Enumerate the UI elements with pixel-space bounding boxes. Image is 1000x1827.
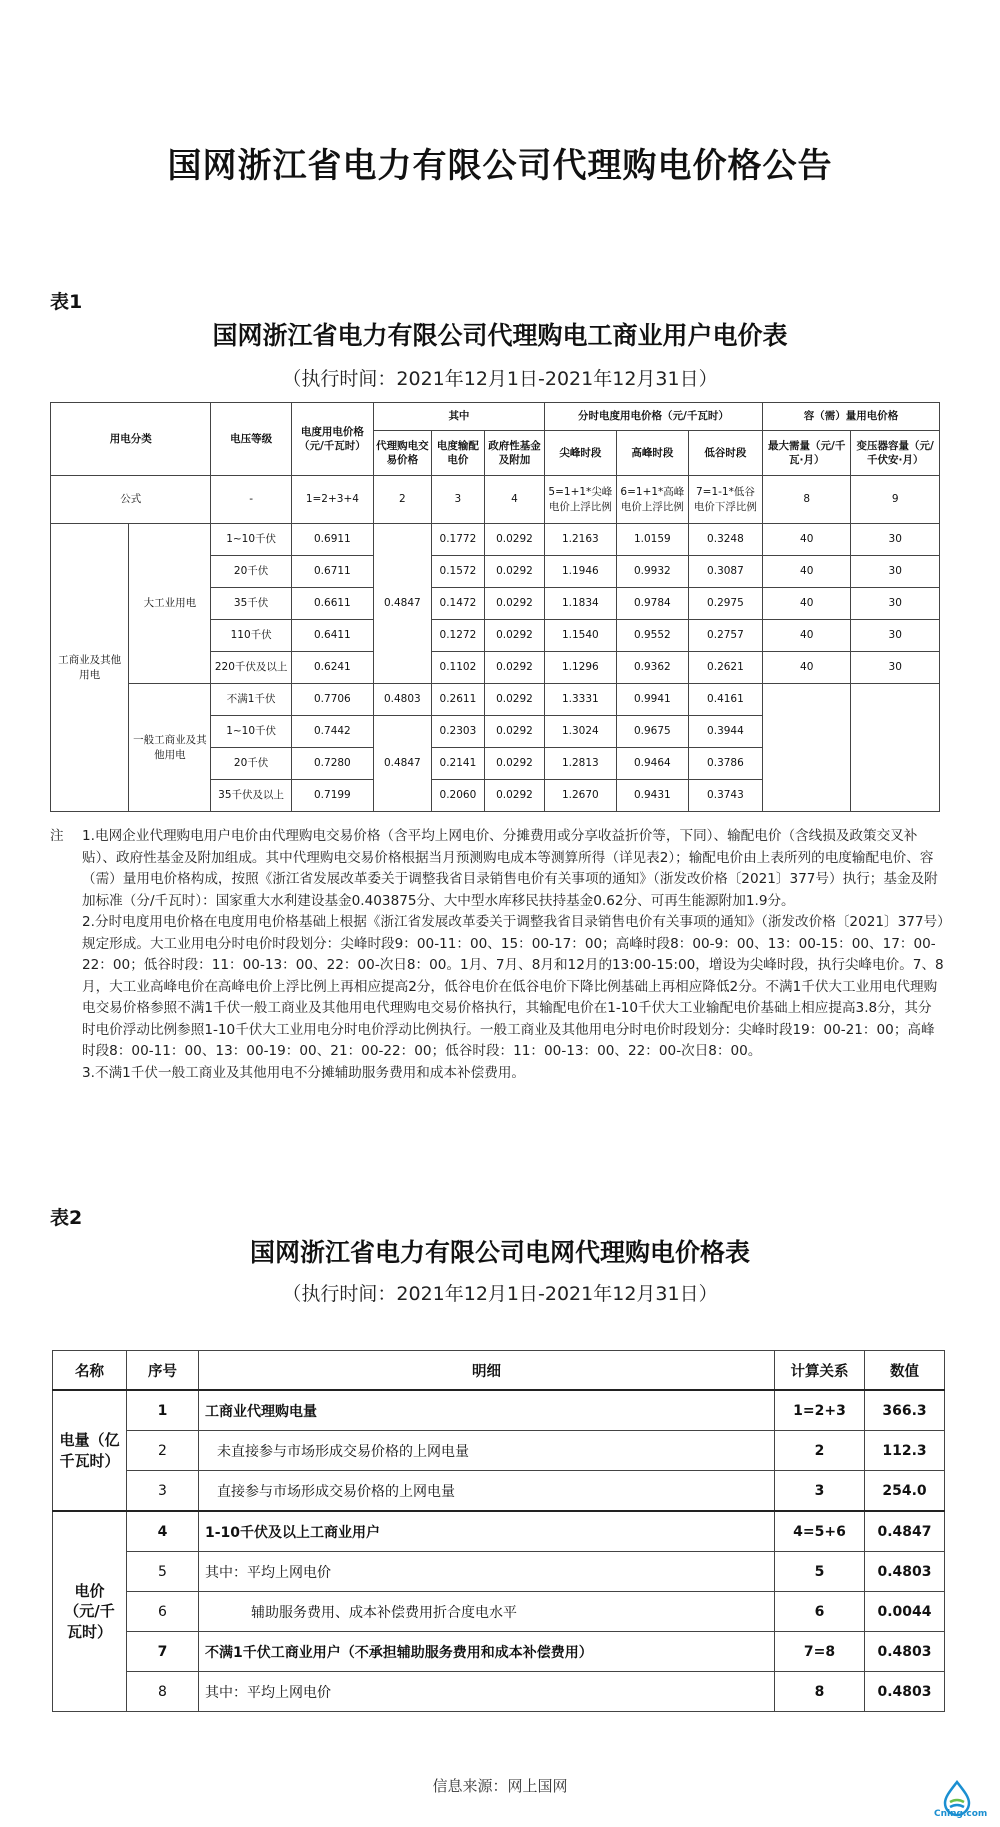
value-cell: 0.4803 [865,1632,945,1672]
valley-cell: 0.2757 [688,620,762,652]
detail-cell: 直接参与市场形成交易价格的上网电量 [199,1471,775,1512]
tdp-cell: 0.1272 [431,620,485,652]
seq-cell: 5 [127,1552,199,1592]
calc-cell: 4=5+6 [775,1511,865,1552]
valley-cell: 0.2975 [688,588,762,620]
transformer-cell: 30 [851,588,940,620]
valley-cell: 0.4161 [688,684,762,716]
kwh-cell: 0.6911 [291,524,373,556]
tdp-cell: 0.1472 [431,588,485,620]
value-cell: 366.3 [865,1390,945,1431]
table-row [53,1390,945,1431]
sharp-cell: 1.3024 [544,716,616,748]
seq-cell: 7 [127,1632,199,1672]
large-industry-label: 大工业用电 [129,524,211,684]
table1-period: （执行时间：2021年12月1日-2021年12月31日） [282,368,718,390]
th-detail: 明细 [199,1351,775,1391]
calc-cell: 3 [775,1471,865,1512]
calc-cell: 1=2+3 [775,1390,865,1431]
demand-cell: 40 [762,524,850,556]
th-peak: 高峰时段 [616,431,688,476]
calc-cell: 8 [775,1672,865,1712]
page-title: 国网浙江省电力有限公司代理购电价格公告 [167,146,833,186]
seq-cell: 3 [127,1471,199,1512]
peak-cell: 0.9431 [616,780,688,812]
kwh-cell: 0.6711 [291,556,373,588]
th-kwh-price: 电度用电价格（元/千瓦时） [291,403,373,476]
th-max-demand: 最大需量（元/千瓦·月） [762,431,850,476]
kwh-cell: 0.7199 [291,780,373,812]
sharp-cell: 1.1946 [544,556,616,588]
table1-header-row-1 [51,403,940,431]
voltage-cell: 1~10千伏 [211,716,291,748]
general-commercial-label: 一般工商业及其他用电 [129,684,211,812]
fund-cell: 0.0292 [485,716,545,748]
voltage-cell: 20千伏 [211,748,291,780]
transformer-cell: 30 [851,524,940,556]
detail-cell: 1-10千伏及以上工商业用户 [199,1511,775,1552]
valley-cell: 0.3743 [688,780,762,812]
th-tdp: 电度输配电价 [431,431,485,476]
calc-cell: 7=8 [775,1632,865,1672]
group-price: 电价（元/千瓦时） [53,1511,127,1712]
peak-cell: 0.9464 [616,748,688,780]
fund-cell: 0.0292 [485,652,545,684]
fund-cell: 0.0292 [485,588,545,620]
sharp-cell: 1.2813 [544,748,616,780]
th-name: 名称 [53,1351,127,1391]
th-peak-sharp: 尖峰时段 [544,431,616,476]
transformer-empty-cell [851,684,940,812]
lng-drop-logo [928,1780,986,1820]
formula-sharp: 5=1+1*尖峰电价上浮比例 [544,476,616,524]
note-1: 1.电网企业代理购电用户电价由代理购电交易价格（含平均上网电价、分摊费用或分享收益折价等，下同）、输配电价（含线损及政策交叉补贴）、政府性基金及附加组成。其中代理购电交易价格根据当月预测购电成本等测算所得（详见表2）；输配电价由上表所列的电度输配电价、容（需）量用电价格构成，按照《浙江省发展改革委关于调整我省目录销售电价有关事项的通知》（浙发改价格〔2021〕377号）执行；基金及附加标准（分/千瓦时）：国家重大水利建设基金0.403875分、大中型水库移民扶持基金0.62分、可再生能源附加1.9分。 [82,828,938,909]
formula-kwh: 1=2+3+4 [291,476,373,524]
formula-demand: 8 [762,476,850,524]
table-row [53,1511,945,1552]
proxy-cell: 0.4847 [374,716,432,812]
value-cell: 254.0 [865,1471,945,1512]
table1-title: 国网浙江省电力有限公司代理购电工商业用户电价表 [212,321,788,350]
fund-cell: 0.0292 [485,748,545,780]
tdp-cell: 0.2060 [431,780,485,812]
table-row [53,1471,945,1512]
value-cell: 0.4803 [865,1672,945,1712]
table2-title: 国网浙江省电力有限公司电网代理购电价格表 [249,1238,750,1267]
table1 [50,402,940,812]
voltage-cell: 1~10千伏 [211,524,291,556]
kwh-cell: 0.7280 [291,748,373,780]
calc-cell: 5 [775,1552,865,1592]
seq-cell: 6 [127,1592,199,1632]
formula-transformer: 9 [851,476,940,524]
peak-cell: 0.9675 [616,716,688,748]
formula-voltage: - [211,476,291,524]
detail-cell: 其中：平均上网电价 [199,1672,775,1712]
formula-peak: 6=1+1*高峰电价上浮比例 [616,476,688,524]
demand-cell: 40 [762,556,850,588]
voltage-cell: 不满1千伏 [211,684,291,716]
valley-cell: 0.3248 [688,524,762,556]
tdp-cell: 0.2141 [431,748,485,780]
th-transformer: 变压器容量（元/千伏安·月） [851,431,940,476]
kwh-cell: 0.6411 [291,620,373,652]
transformer-cell: 30 [851,620,940,652]
notes [50,826,945,1084]
sharp-cell: 1.2670 [544,780,616,812]
table2-label: 表2 [50,1207,83,1229]
table-row [53,1672,945,1712]
demand-cell: 40 [762,620,850,652]
transformer-cell: 30 [851,556,940,588]
notes-prefix: 注 [50,828,64,844]
th-capacity: 容（需）量用电价格 [762,403,939,431]
seq-cell: 1 [127,1390,199,1431]
peak-cell: 0.9362 [616,652,688,684]
th-value: 数值 [865,1351,945,1391]
formula-valley: 7=1-1*低谷电价下浮比例 [688,476,762,524]
tdp-cell: 0.2303 [431,716,485,748]
value-cell: 112.3 [865,1431,945,1471]
detail-cell: 不满1千伏工商业用户（不承担辅助服务费用和成本补偿费用） [199,1632,775,1672]
kwh-cell: 0.6611 [291,588,373,620]
valley-cell: 0.3786 [688,748,762,780]
calc-cell: 2 [775,1431,865,1471]
tdp-cell: 0.2611 [431,684,485,716]
calc-cell: 6 [775,1592,865,1632]
sharp-cell: 1.1834 [544,588,616,620]
formula-fund: 4 [485,476,545,524]
th-tou: 分时电度用电价格（元/千瓦时） [544,403,762,431]
group-label: 工商业及其他用电 [51,524,129,812]
detail-cell: 辅助服务费用、成本补偿费用折合度电水平 [199,1592,775,1632]
th-category: 用电分类 [51,403,211,476]
fund-cell: 0.0292 [485,780,545,812]
value-cell: 0.4847 [865,1511,945,1552]
value-cell: 0.4803 [865,1552,945,1592]
valley-cell: 0.3944 [688,716,762,748]
th-voltage: 电压等级 [211,403,291,476]
proxy-cell: 0.4847 [374,524,432,684]
fund-cell: 0.0292 [485,684,545,716]
formula-proxy: 2 [374,476,432,524]
detail-cell: 其中：平均上网电价 [199,1552,775,1592]
peak-cell: 0.9784 [616,588,688,620]
table-row [53,1592,945,1632]
detail-cell: 未直接参与市场形成交易价格的上网电量 [199,1431,775,1471]
th-calc: 计算关系 [775,1351,865,1391]
formula-row [51,476,940,524]
value-cell: 0.0044 [865,1592,945,1632]
tdp-cell: 0.1572 [431,556,485,588]
peak-cell: 0.9941 [616,684,688,716]
table-row [51,684,940,716]
formula-label: 公式 [51,476,211,524]
peak-cell: 0.9552 [616,620,688,652]
note-3: 3.不满1千伏一般工商业及其他用电不分摊辅助服务费用和成本补偿费用。 [82,1064,526,1081]
demand-cell: 40 [762,588,850,620]
th-of-which: 其中 [374,403,545,431]
table2 [52,1350,945,1712]
sharp-cell: 1.3331 [544,684,616,716]
table-row [53,1632,945,1672]
demand-empty-cell [762,684,850,812]
table1-label: 表1 [50,291,83,313]
voltage-cell: 110千伏 [211,620,291,652]
tdp-cell: 0.1102 [431,652,485,684]
th-valley: 低谷时段 [688,431,762,476]
proxy-cell: 0.4803 [374,684,432,716]
seq-cell: 8 [127,1672,199,1712]
th-seq: 序号 [127,1351,199,1391]
table-row [53,1431,945,1471]
kwh-cell: 0.7706 [291,684,373,716]
table-row [51,524,940,556]
sharp-cell: 1.2163 [544,524,616,556]
fund-cell: 0.0292 [485,556,545,588]
note-2: 2.分时电度用电价格在电度用电价格基础上根据《浙江省发展改革委关于调整我省目录销售电价有关事项的通知》（浙发改价格〔2021〕377号）规定形成。大工业用电分时电价时段划分：尖峰时段9：00-11：00、15：00-17：00；高峰时段8：00-9：00、13：00-15：00、17：00-22：00；低谷时段：11：00-13：00、22：00-次日8：00。1月、7月、8月和12月的13:00-15:00，增设为尖峰时段，执行尖峰电价。7、8月，大工业高峰电价在高峰电价上浮比例上再相应提高2分，低谷电价在低谷电价下降比例基础上再相应降低2分。不满1千伏大工业用电代理购电交易价格参照不满1千伏一般工商业及其他用电代理购电交易价格执行，其输配电价在1-10千伏大工业输配电价基础上相应提高3.8分，其分时电价浮动比例参照1-10千伏大工业用电分时电价浮动比例执行。一般工商业及其他用电分时电价时段划分：尖峰时段19：00-21：00；高峰时段8：00-11：00、13：00-19：00、21：00-22：00；低谷时段：11：00-13：00、22：00-次日8：00。 [82,914,944,1059]
seq-cell: 2 [127,1431,199,1471]
group-energy: 电量（亿千瓦时） [53,1390,127,1511]
tdp-cell: 0.1772 [431,524,485,556]
fund-cell: 0.0292 [485,524,545,556]
valley-cell: 0.3087 [688,556,762,588]
formula-tdp: 3 [431,476,485,524]
peak-cell: 0.9932 [616,556,688,588]
voltage-cell: 35千伏及以上 [211,780,291,812]
valley-cell: 0.2621 [688,652,762,684]
voltage-cell: 20千伏 [211,556,291,588]
voltage-cell: 35千伏 [211,588,291,620]
demand-cell: 40 [762,652,850,684]
kwh-cell: 0.7442 [291,716,373,748]
logo-text: Cnlng.com [934,1809,988,1819]
sharp-cell: 1.1540 [544,620,616,652]
table-row [53,1552,945,1592]
th-fund: 政府性基金及附加 [485,431,545,476]
sharp-cell: 1.1296 [544,652,616,684]
seq-cell: 4 [127,1511,199,1552]
th-proxy: 代理购电交易价格 [374,431,432,476]
source-text: 信息来源：网上国网 [432,1777,568,1795]
transformer-cell: 30 [851,652,940,684]
kwh-cell: 0.6241 [291,652,373,684]
fund-cell: 0.0292 [485,620,545,652]
detail-cell: 工商业代理购电量 [199,1390,775,1431]
table2-header-row [53,1351,945,1391]
table2-period: （执行时间：2021年12月1日-2021年12月31日） [282,1283,718,1305]
voltage-cell: 220千伏及以上 [211,652,291,684]
peak-cell: 1.0159 [616,524,688,556]
